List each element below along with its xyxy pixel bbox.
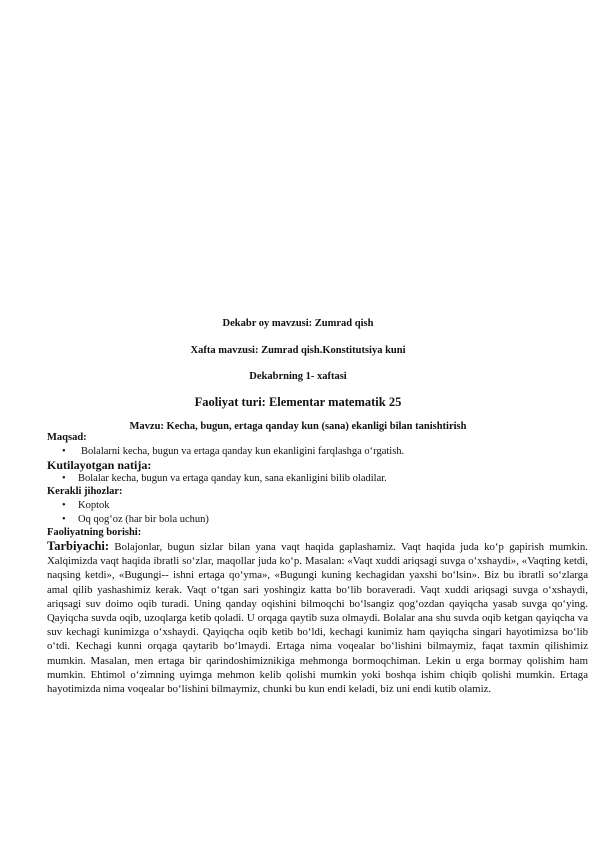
goal-item: • Bolalarni kecha, bugun va ertaga qanday kun ekanligini farqlashga o‘rgatish. (62, 446, 405, 457)
bullet-icon: • (62, 473, 66, 484)
materials-label: Kerakli jihozlar: (47, 486, 123, 497)
week-label: Dekabrning 1- xaftasi (249, 371, 347, 382)
bullet-icon: • (62, 500, 66, 511)
week-topic: Xafta mavzusi: Zumrad qish.Konstitutsiya kuni (190, 345, 406, 356)
lesson-subject: Mavzu: Kecha, bugun, ertaga qanday kun (sana) ekanligi bilan tanishtirish (129, 421, 467, 432)
expected-item: • Bolalar kecha, bugun va ertaga qanday kun, sana ekanligini bilib oladilar. (62, 473, 387, 484)
narrative-text: Bolajonlar, bugun sizlar bilan yana vaqt haqida gaplashamiz. Vaqt haqida juda ko‘p gapirish mumkin. Xalqimizda vaqt haqida ibratli so‘zlar, maqollar juda ko‘p. Masalan: «Vaqt xuddi ariqsagi suvga o‘xshaydi», «Vaqting ketdi, naqsing ketdi», «Bugungi-- ishni ertaga qo‘yma», «Bugungi kuning kechagidan yaxshi bo‘lsin». Biz bu ibratli so‘zlarga amal qilib yashashimiz kerak. Vaqt o‘tgan sari yoshingiz katta bo‘lib boraveradi. Vaqt xuddi ariqsagi suvga o‘xshaydi, ariqsagi suv doimo oqib turadi. Uning qanday oqishini bilmoqchi bo‘lsangiz qog‘ozdan qayiqcha yasab suvga qo‘ying. Qayiqcha suvda oqib, uzoqlarga ketib qoladi. U orqaga qaytib suza olmaydi. Bolalar ana shu suvda oqib ketgan qayiqcha va suv kechagi kunimizga o‘xshaydi. Qayiqcha oqib ketib bo‘ldi, kechagi kunimiz ham qayiqcha singari hayotimizsa bo‘lib o‘tdi. Kechagi kunni orqaga qaytarib bo‘lmaydi. Ertaga nima voqealar bo‘lishini bilmaymiz, faqat taxmin qilishimiz mumkin. Masalan, men ertaga bir qarindoshimiznikiga mehmonga bormoqchiman. Lekin u erga bormay qolishim ham mumkin. Ehtimol o‘zimning uyimga mehmon kelib qolishi mumkin yoki boshqa ishim chiqib qolishi mumkin. Ertaga hayotimizda nima voqealar bo‘lishini bilmaymiz, chunki bu kun endi keladi, biz uni endi kutib olamiz. (47, 541, 588, 696)
bullet-icon: • (62, 446, 66, 457)
process-label: Faoliyatning borishi: (47, 527, 142, 538)
speaker-label: Tarbiyachi: (47, 539, 110, 553)
month-topic: Dekabr oy mavzusi: Zumrad qish (222, 318, 374, 329)
goal-label: Maqsad: (47, 432, 87, 443)
materials-item: • Oq qog‘oz (har bir bola uchun) (62, 514, 209, 525)
materials-item: • Koptok (62, 500, 110, 511)
lesson-narrative (47, 539, 588, 696)
bullet-icon: • (62, 514, 66, 525)
expected-label: Kutilayotgan natija: (47, 458, 152, 472)
activity-type: Faoliyat turi: Elementar matematik 25 (194, 395, 402, 409)
